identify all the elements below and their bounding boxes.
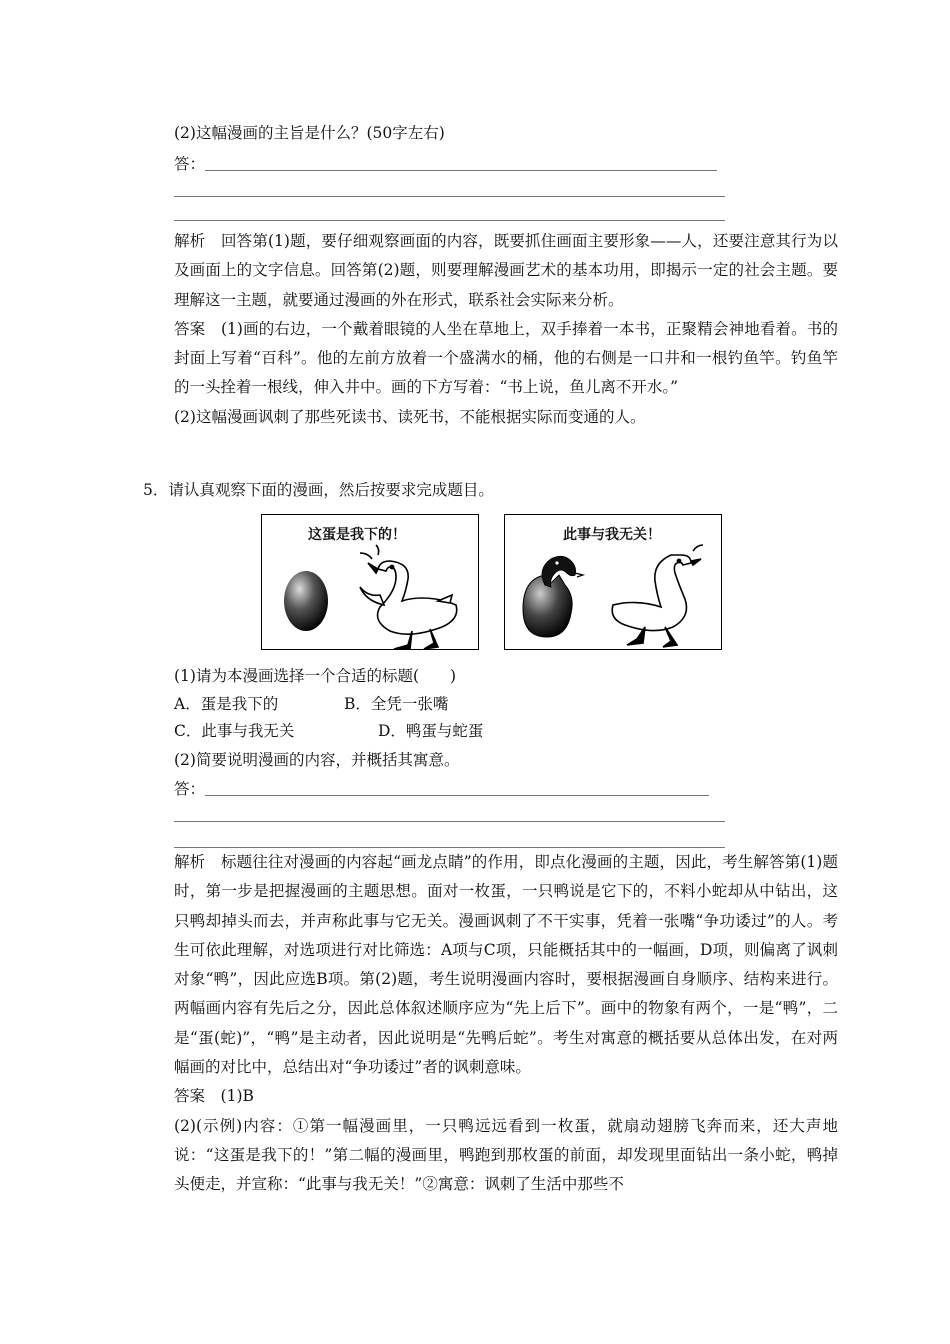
q5-part1: (1)请为本漫画选择一个合适的标题( ) — [174, 667, 457, 685]
answer-label: 答案 — [174, 319, 206, 338]
answer-blank-line — [174, 220, 725, 221]
question-number: 5． — [143, 481, 169, 499]
question-stem: 请认真观察下面的漫画，然后按要求完成题目。 — [168, 481, 494, 499]
q5-analysis — [174, 848, 838, 1082]
option-c: C．此事与我无关 — [174, 722, 295, 740]
analysis-text: 标题往往对漫画的内容起“画龙点睛”的作用，即点化漫画的主题，因此，考生解答第(1)题时，第一步是把握漫画的主题思想。面对一枚蛋，一只鸭说是它下的，不料小蛇却从中钻出，这只鸭却掉头而去，并声称此事与它无关。漫画讽刺了不干实事，凭着一张嘴“争功诿过”的人。考生可依此理解，对选项进行对比筛选：A项与C项，只能概括其中的一幅画，D项，则偏离了讽刺对象“鸭”，因此应选B项。第(2)题，考生说明漫画内容时，要根据漫画自身顺序、结构来进行。两幅画内容有先后之分，因此总体叙述顺序应为“先上后下”。画中的物象有两个，一是“鸭”，二是“蛋(蛇)”，“鸭”是主动者，因此说明是“先鸭后蛇”。考生对寓意的概括要从总体出发，在对两幅画的对比中，总结出对“争功诿过”者的讽刺意味。 — [174, 853, 838, 1077]
q4-part2-question: (2)这幅漫画的主旨是什么？(50字左右) — [174, 124, 445, 142]
q5-analysis-block — [174, 848, 838, 1200]
answer-part1: (1)B — [220, 1087, 254, 1106]
q4-analysis — [174, 227, 838, 315]
answer-blank-line — [174, 196, 725, 197]
egg-icon — [284, 571, 328, 631]
analysis-text: 回答第(1)题，要仔细观察画面的内容，既要抓住画面主要形象——人，还要注意其行为以及画面上的文字信息。回答第(2)题，则要理解漫画艺术的基本功用，即揭示一定的社会主题。要理解这一主题，就要通过漫画的外在形式，联系社会实际来分析。 — [174, 232, 838, 309]
analysis-label: 解析 — [174, 853, 206, 871]
answer-blank-line — [174, 821, 725, 822]
comic-panel-right — [504, 514, 722, 650]
answer-blank-line — [205, 170, 717, 171]
duck-icon — [612, 545, 703, 647]
q4-answer — [174, 315, 838, 403]
duck-and-snake-illustration — [505, 515, 723, 651]
answer-label: 答案 — [174, 1087, 206, 1106]
comic-panel-left — [261, 514, 479, 650]
duck-and-egg-illustration — [262, 515, 480, 651]
analysis-label: 解析 — [174, 232, 206, 250]
answer-text-1: (1)画的右边，一个戴着眼镜的人坐在草地上，双手捧着一本书，正聚精会神地看着。书的封面上写着“百科”。他的左前方放着一个盛满水的桶，他的右侧是一口井和一根钓鱼竿。钓鱼竿的一头拴着一根线，伸入井中。画的下方写着：“书上说，鱼儿离不开水。” — [174, 319, 838, 397]
option-d: D．鸭蛋与蛇蛋 — [378, 722, 484, 740]
q4-answer-label: 答： — [174, 155, 206, 173]
comic-right-caption: 此事与我无关！ — [563, 527, 661, 543]
q4-answer-2: (2)这幅漫画讽刺了那些死读书、读死书，不能根据实际而变通的人。 — [174, 407, 646, 426]
q5-answer-label: 答： — [174, 780, 206, 798]
q5-stem — [143, 480, 494, 500]
answer-blank-line — [205, 795, 709, 796]
duck-icon — [360, 545, 457, 649]
q5-answer — [174, 1082, 838, 1111]
option-b: B．全凭一张嘴 — [344, 695, 449, 713]
q4-analysis-block — [174, 227, 838, 432]
q5-part2: (2)简要说明漫画的内容，并概括其寓意。 — [174, 751, 460, 769]
option-a: A．蛋是我下的 — [174, 695, 279, 713]
comic-left-caption: 这蛋是我下的！ — [308, 527, 406, 543]
q5-answer-part2: (2)(示例)内容：①第一幅漫画里，一只鸭远远看到一枚蛋，就扇动翅膀飞奔而来，还大声地说：“这蛋是我下的！”第二幅的漫画里，鸭跑到那枚蛋的前面，却发现里面钻出一条小蛇，鸭掉头便走，并宣称：“此事与我无关！”②寓意：讽刺了生活中那些不 — [174, 1116, 838, 1194]
